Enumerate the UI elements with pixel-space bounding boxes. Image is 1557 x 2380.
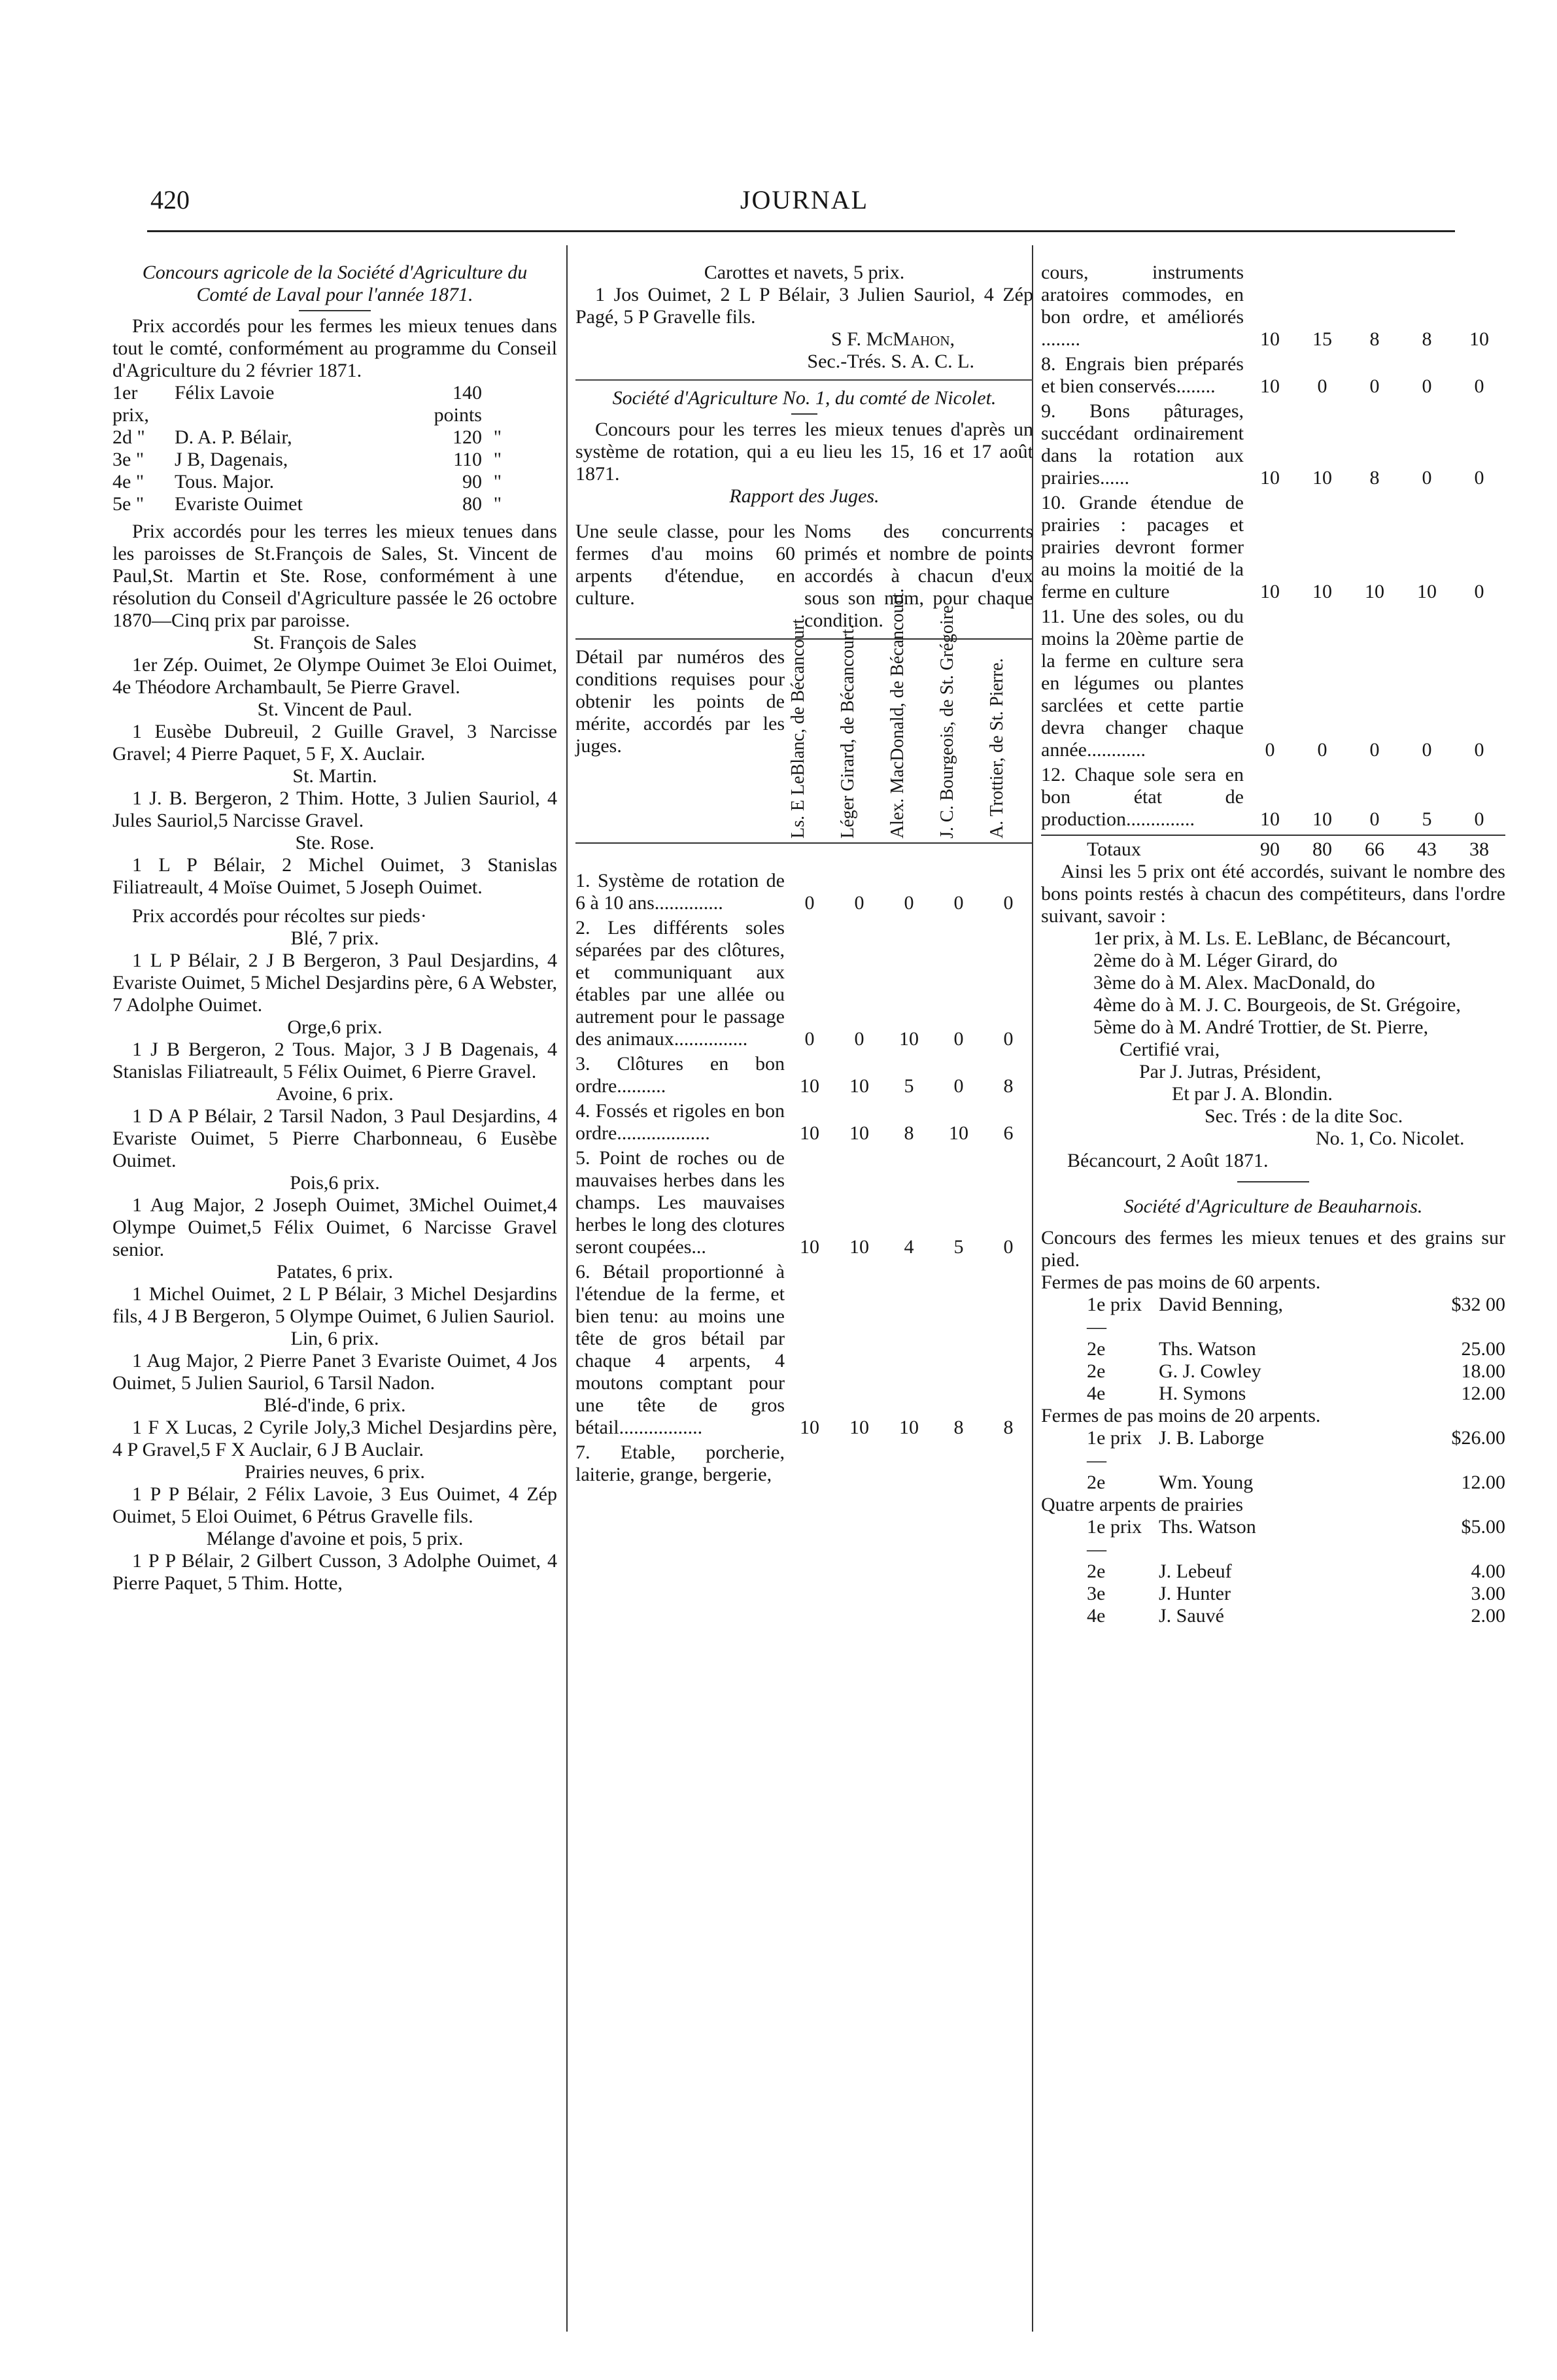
criterion-label: 11. Une des soles, ou du moins la 20ème partie de la ferme en culture sera en légumes ou plantes sarclées et cette partie devra changer chaque année............ xyxy=(1041,606,1244,761)
criterion-score: 10 xyxy=(800,1236,819,1258)
prize-rank: 2e xyxy=(1087,1561,1106,1582)
noms-text: Noms des concurrents primés et nombre de points accordés à chacun d'eux sous son nom, pour chaque condition. xyxy=(804,521,1033,631)
criterion-score: 10 xyxy=(949,1122,968,1144)
criterion-score: 10 xyxy=(1365,581,1384,602)
group-rows xyxy=(1041,1516,1505,1627)
criterion-score: 8 xyxy=(1369,328,1380,350)
crop-name: Prairies neuves, 6 prix. xyxy=(245,1461,425,1483)
competitor-header xyxy=(884,588,934,842)
parish-winners: 1 J. B. Bergeron, 2 Thim. Hotte, 3 Julien Sauriol, 4 Jules Sauriol,5 Narcisse Gravel. xyxy=(112,787,557,831)
criterion-score: 10 xyxy=(849,1075,869,1097)
page-header xyxy=(150,184,1458,217)
prize-amount: 12.00 xyxy=(1461,1383,1505,1404)
nicolet-concours: Concours pour les terres les mieux tenues d'après un système de rotation, qui a eu lieu les 15, 16 et 17 août 1871. xyxy=(575,419,1033,485)
criterion-score: 0 xyxy=(1474,375,1484,397)
crop-winners: 1 L P Bélair, 2 J B Bergeron, 3 Paul Desjardins, 4 Evariste Ouimet, 5 Michel Desjardins père, 6 A Webster, 7 Adolphe Ouimet. xyxy=(112,950,557,1016)
prize-amount: $26.00 xyxy=(1451,1427,1505,1449)
criterion-score: 8 xyxy=(1369,467,1380,489)
prize-name: Wm. Young xyxy=(1159,1472,1254,1493)
criterion-score: 0 xyxy=(1369,375,1380,397)
criterion-score: 0 xyxy=(1003,1236,1014,1258)
criterion-score: 0 xyxy=(804,1028,815,1050)
signature-secretary: Et par J. A. Blondin. xyxy=(1172,1083,1333,1105)
ditto-mark: " xyxy=(493,426,502,448)
laval-title: Concours agricole de la Société d'Agriculture du Comté de Laval pour l'année 1871. xyxy=(142,262,528,305)
criteria-row xyxy=(1041,764,1505,831)
criterion-label: 2. Les différents soles séparées par des clôtures, et communiquant aux étables par une allée ou autrement pour le passage des animaux............... xyxy=(575,917,785,1050)
nicolet-title: Société d'Agriculture No. 1, du comté de Nicolet. xyxy=(612,387,997,409)
running-title: JOURNAL xyxy=(740,185,869,215)
prize-row xyxy=(112,471,557,493)
prize-rank: 3e " xyxy=(112,449,145,470)
criteria-row xyxy=(575,1441,1033,1486)
criterion-score: 8 xyxy=(904,1122,914,1144)
criterion-score: 10 xyxy=(849,1417,869,1438)
criterion-score: 10 xyxy=(1260,328,1280,350)
ditto-mark xyxy=(482,382,502,426)
crop-name: Orge,6 prix. xyxy=(287,1016,383,1038)
prize-points: 110 xyxy=(453,449,482,470)
right-column xyxy=(1041,262,1505,1627)
criterion-score: 10 xyxy=(1312,581,1332,602)
prize-rank: 1er prix, xyxy=(112,382,149,426)
prize-rank: 2e xyxy=(1087,1472,1106,1493)
rapport-heading: Rapport des Juges. xyxy=(729,485,880,507)
prize-points: 90 xyxy=(462,471,482,492)
prize-amount: $32 00 xyxy=(1451,1294,1505,1315)
totals-label: Totaux xyxy=(1087,838,1141,860)
prize-name: J. B. Laborge xyxy=(1159,1427,1265,1449)
parish-winners: 1 L P Bélair, 2 Michel Ouimet, 3 Stanislas Filiatreault, 4 Moïse Ouimet, 5 Joseph Ouimet. xyxy=(112,854,557,898)
criterion-score: 0 xyxy=(854,1028,864,1050)
prize-amount: 18.00 xyxy=(1461,1360,1505,1382)
criterion-label: 9. Bons pâturages, succédant ordinairement dans la rotation aux prairies...... xyxy=(1041,400,1244,489)
group-rows xyxy=(1041,1427,1505,1494)
divider xyxy=(791,413,817,415)
total-value: 66 xyxy=(1365,838,1384,860)
award-line: 1er prix, à M. Ls. E. LeBlanc, de Bécancourt, xyxy=(1093,927,1451,949)
signature-title: Sec.-Trés. S. A. C. L. xyxy=(807,351,974,372)
criterion-score: 10 xyxy=(800,1122,819,1144)
criterion-score: 5 xyxy=(953,1236,964,1258)
criteria-row xyxy=(575,917,1033,1050)
criterion-score: 10 xyxy=(1312,808,1332,830)
prize-amount: 12.00 xyxy=(1461,1472,1505,1493)
crop-winners: 1 Michel Ouimet, 2 L P Bélair, 3 Michel Desjardins fils, 4 J B Bergeron, 5 Olympe Ouimet, 6 Julien Sauriol. xyxy=(112,1283,557,1327)
prize-row xyxy=(112,493,557,515)
prize-row xyxy=(1041,1294,1505,1338)
prize-rank: 3e xyxy=(1087,1583,1106,1604)
group-heading: Quatre arpents de prairies xyxy=(1041,1494,1244,1515)
crop-winners: 1 Aug Major, 2 Pierre Panet 3 Evariste Ouimet, 4 Jos Ouimet, 5 Julien Sauriol, 6 Tarsil Nadon. xyxy=(112,1350,557,1394)
prize-points: 120 xyxy=(453,426,482,448)
prize-amount: $5.00 xyxy=(1461,1516,1505,1538)
criterion-score: 8 xyxy=(1422,328,1432,350)
parish-name: St. François de Sales xyxy=(253,632,417,653)
prize-row xyxy=(1041,1338,1505,1360)
criterion-score: 0 xyxy=(1422,739,1432,761)
criterion-label: 7. Etable, porcherie, laiterie, grange, bergerie, xyxy=(575,1441,785,1485)
prize-name: Félix Lavoie xyxy=(175,382,275,404)
prize-rank: 2e xyxy=(1087,1338,1106,1360)
prize-row xyxy=(112,426,557,449)
secretary-title: Sec. Trés : de la dite Soc. xyxy=(1205,1105,1403,1127)
crop-name: Lin, 6 prix. xyxy=(290,1328,379,1349)
criterion-label: 8. Engrais bien préparés et bien conservés........ xyxy=(1041,353,1244,397)
criterion-score: 10 xyxy=(1260,375,1280,397)
ditto-mark: " xyxy=(493,471,502,492)
criteria-row xyxy=(1041,353,1505,398)
criterion-score: 0 xyxy=(854,892,864,914)
criterion-score: 4 xyxy=(904,1236,914,1258)
criteria-row xyxy=(575,1261,1033,1439)
criterion-label: 5. Point de roches ou de mauvaises herbes dans les champs. Les mauvaises herbes le long des clotures seront coupées... xyxy=(575,1147,785,1258)
criteria-row xyxy=(1041,262,1505,351)
prize-row xyxy=(1041,1472,1505,1494)
prize-name: J B, Dagenais, xyxy=(175,449,288,470)
criteria-row xyxy=(1041,492,1505,603)
criterion-score: 10 xyxy=(1469,328,1489,350)
prize-name: Ths. Watson xyxy=(1159,1338,1256,1360)
prize-rank: 2d " xyxy=(112,426,145,448)
crop-winners: 1 P P Bélair, 2 Félix Lavoie, 3 Eus Ouimet, 4 Zép Ouimet, 5 Eloi Ouimet, 6 Pétrus Gravelle fils. xyxy=(112,1483,557,1527)
prize-rank: 5e " xyxy=(112,493,145,515)
crop-name: Patates, 6 prix. xyxy=(276,1261,394,1283)
group-rows xyxy=(1041,1294,1505,1405)
award-line: 5ème do à M. André Trottier, de St. Pierre, xyxy=(1093,1016,1429,1038)
criterion-score: 10 xyxy=(1260,581,1280,602)
crop-name: Pois,6 prix. xyxy=(290,1172,380,1194)
parish-name: Ste. Rose. xyxy=(295,832,375,854)
criterion-score: 10 xyxy=(849,1122,869,1144)
terres-intro: Prix accordés pour les terres les mieux tenues dans les paroisses de St.François de Sales, St. Vincent de Paul,St. Martin et Ste. Rose, conformément à une résolution du Conseil d'Agriculture passée le 26 octobre 1870—Cinq prix par paroisse. xyxy=(112,521,557,631)
prize-amount: 3.00 xyxy=(1471,1583,1505,1604)
crop-winners: 1 Aug Major, 2 Joseph Ouimet, 3Michel Ouimet,4 Olympe Ouimet,5 Félix Ouimet, 6 Narcisse Gravel senior. xyxy=(112,1194,557,1260)
criterion-score: 0 xyxy=(1317,739,1327,761)
place-date: Bécancourt, 2 Août 1871. xyxy=(1067,1150,1269,1171)
prize-name: Evariste Ouimet xyxy=(175,493,303,515)
prize-amount: 2.00 xyxy=(1471,1605,1505,1627)
total-value: 90 xyxy=(1260,838,1280,860)
prize-name: Tous. Major. xyxy=(175,471,275,492)
crop-winners: 1 P P Bélair, 2 Gilbert Cusson, 3 Adolphe Ouimet, 4 Pierre Paquet, 5 Thim. Hotte, xyxy=(112,1550,557,1594)
prize-name: D. A. P. Bélair, xyxy=(175,426,292,448)
criterion-score: 6 xyxy=(1003,1122,1014,1144)
competitor-name: A. Trottier, de St. Pierre. xyxy=(987,658,1007,838)
criterion-score: 10 xyxy=(1260,808,1280,830)
prize-points: 80 xyxy=(462,493,482,515)
prize-row xyxy=(1041,1605,1505,1627)
crop-winners: 1 J B Bergeron, 2 Tous. Major, 3 J B Dagenais, 4 Stanislas Filiatreault, 5 Félix Ouimet, 6 Pierre Gravel. xyxy=(112,1039,557,1082)
beauharnois-title: Société d'Agriculture de Beauharnois. xyxy=(1123,1196,1423,1217)
prize-points: 140 points xyxy=(434,382,482,426)
criterion-score: 0 xyxy=(804,892,815,914)
prize-rank: 1e prix — xyxy=(1087,1516,1142,1560)
crop-name: Blé, 7 prix. xyxy=(290,927,379,949)
criterion-score: 8 xyxy=(953,1417,964,1438)
criterion-score: 0 xyxy=(1474,467,1484,489)
ditto-mark: " xyxy=(493,449,502,470)
total-value: 43 xyxy=(1417,838,1437,860)
criterion-label: 6. Bétail proportionné à l'étendue de la ferme, et bien tenu: au moins une tête de gros bétail par chaque 4 arpents, 4 moutons comptant pour une tête de gros bétail................. xyxy=(575,1261,785,1438)
carrots-heading: Carottes et navets, 5 prix. xyxy=(704,262,905,283)
competitor-name: Ls. E LeBlanc, de Bécancourt. xyxy=(788,614,808,838)
criterion-score: 0 xyxy=(1003,892,1014,914)
criterion-score: 0 xyxy=(1422,467,1432,489)
parish-name: St. Vincent de Paul. xyxy=(257,698,413,720)
prize-rank: 4e xyxy=(1087,1605,1106,1627)
crop-winners: 1 F X Lucas, 2 Cyrile Joly,3 Michel Desjardins père, 4 P Gravel,5 F X Auclair, 6 J B Auclair. xyxy=(112,1417,557,1460)
criterion-score: 10 xyxy=(899,1028,919,1050)
criteria-row xyxy=(575,1147,1033,1258)
group-heading: Fermes de pas moins de 20 arpents. xyxy=(1041,1405,1321,1426)
criterion-score: 5 xyxy=(1422,808,1432,830)
criterion-score: 0 xyxy=(953,1028,964,1050)
beauharnois-prize-list xyxy=(1041,1271,1505,1627)
certifie: Certifié vrai, xyxy=(1120,1039,1220,1060)
crop-winners: 1 D A P Bélair, 2 Tarsil Nadon, 3 Paul Desjardins, 4 Evariste Ouimet, 5 Pierre Charbonneau, 6 Eusèbe Ouimet. xyxy=(112,1105,557,1171)
prize-rank: 1e prix — xyxy=(1087,1294,1142,1337)
criterion-label: 4. Fossés et rigoles en bon ordre................... xyxy=(575,1100,785,1144)
divider xyxy=(299,310,371,311)
prize-name: H. Symons xyxy=(1159,1383,1246,1404)
carrots-text: 1 Jos Ouimet, 2 L P Bélair, 3 Julien Sauriol, 4 Zép Pagé, 5 P Gravelle fils. xyxy=(575,284,1033,328)
criterion-score: 0 xyxy=(1474,581,1484,602)
criterion-label: 12. Chaque sole sera en bon état de production.............. xyxy=(1041,764,1244,830)
total-value: 38 xyxy=(1469,838,1489,860)
criterion-score: 10 xyxy=(849,1236,869,1258)
criterion-score: 15 xyxy=(1312,328,1332,350)
crop-list xyxy=(112,927,557,1595)
criterion-label: 1. Système de rotation de 6 à 10 ans.............. xyxy=(575,870,785,914)
criterion-score: 10 xyxy=(800,1417,819,1438)
criteria-table-continued xyxy=(1041,262,1505,831)
competitor-name: Léger Girard, de Bécancourt. xyxy=(838,624,858,838)
competitor-header xyxy=(834,624,884,842)
group-heading: Fermes de pas moins de 60 arpents. xyxy=(1041,1271,1321,1293)
middle-column xyxy=(575,262,1033,1489)
criterion-score: 8 xyxy=(1003,1075,1014,1097)
criteria-row xyxy=(575,870,1033,914)
prize-amount: 4.00 xyxy=(1471,1561,1505,1582)
criteria-table-header xyxy=(575,588,1033,844)
criterion-score: 0 xyxy=(1474,739,1484,761)
criterion-score: 0 xyxy=(1369,808,1380,830)
crop-name: Avoine, 6 prix. xyxy=(276,1083,394,1105)
parish-list xyxy=(112,632,557,899)
criteria-row xyxy=(1041,606,1505,761)
criterion-score: 0 xyxy=(953,1075,964,1097)
criterion-score: 0 xyxy=(1474,808,1484,830)
totals-row xyxy=(1041,838,1505,861)
parish-winners: 1 Eusèbe Dubreuil, 2 Guille Gravel, 3 Narcisse Gravel; 4 Pierre Paquet, 5 F, X. Auclair. xyxy=(112,721,557,765)
competitor-name: Alex. MacDonald, de Bécancourt. xyxy=(887,588,908,838)
criterion-score: 10 xyxy=(899,1417,919,1438)
farm-prize-intro: Prix accordés pour les fermes les mieux tenues dans tout le comté, conformément au programme du Conseil d'Agriculture du 2 février 1871. xyxy=(112,315,557,381)
signature-president: Par J. Jutras, Président, xyxy=(1139,1061,1322,1082)
competitor-header xyxy=(984,646,1033,842)
criterion-score: 8 xyxy=(1003,1417,1014,1438)
award-list xyxy=(1041,927,1505,1039)
prize-name: J. Sauvé xyxy=(1159,1605,1224,1627)
ditto-mark: " xyxy=(493,493,502,515)
secretary-society: No. 1, Co. Nicolet. xyxy=(1316,1128,1465,1149)
prize-name: G. J. Cowley xyxy=(1159,1360,1261,1382)
competitor-header xyxy=(934,605,984,842)
prize-rank: 2e xyxy=(1087,1360,1106,1382)
prize-rank: 1e prix — xyxy=(1087,1427,1142,1471)
criterion-score: 0 xyxy=(1422,375,1432,397)
divider xyxy=(1237,1181,1309,1182)
prize-row xyxy=(1041,1383,1505,1405)
prize-name: Ths. Watson xyxy=(1159,1516,1256,1538)
criterion-label: 3. Clôtures en bon ordre.......... xyxy=(575,1053,785,1097)
parish-winners: 1er Zép. Ouimet, 2e Olympe Ouimet 3e Eloi Ouimet, 4e Théodore Archambault, 5e Pierre Gravel. xyxy=(112,654,557,698)
criteria-row xyxy=(575,1100,1033,1145)
total-value: 80 xyxy=(1312,838,1332,860)
detail-label: Détail par numéros des conditions requises pour obtenir les points de mérite, accordés par les juges. xyxy=(575,646,785,757)
criteria-table-body xyxy=(575,870,1033,1486)
criterion-score: 0 xyxy=(904,892,914,914)
prize-row xyxy=(1041,1583,1505,1605)
criterion-score: 0 xyxy=(1003,1028,1014,1050)
criterion-score: 10 xyxy=(1417,581,1437,602)
left-column xyxy=(112,262,557,1595)
criterion-score: 0 xyxy=(1317,375,1327,397)
farm-prize-list xyxy=(112,382,557,515)
column-divider-left xyxy=(566,245,568,2332)
criterion-label: 10. Grande étendue de prairies : pacages et prairies devront former au moins la moitié de la ferme en culture xyxy=(1041,492,1244,602)
classe-text: Une seule classe, pour les fermes d'au moins 60 arpents d'étendue, en culture. xyxy=(575,521,795,609)
prize-name: David Benning, xyxy=(1159,1294,1283,1315)
prize-rank: 4e " xyxy=(112,471,145,492)
prize-name: J. Hunter xyxy=(1159,1583,1231,1604)
divider xyxy=(575,379,1033,381)
prize-name: J. Lebeuf xyxy=(1159,1561,1232,1582)
header-rule xyxy=(147,230,1455,232)
prize-row xyxy=(1041,1427,1505,1472)
prize-row xyxy=(1041,1516,1505,1561)
criterion-score: 10 xyxy=(1312,467,1332,489)
prize-row xyxy=(112,449,557,471)
competitor-name: J. C. Bourgeois, de St. Grégoire xyxy=(937,605,957,838)
crop-name: Blé-d'inde, 6 prix. xyxy=(264,1394,406,1416)
prize-row xyxy=(1041,1360,1505,1383)
crop-name: Mélange d'avoine et pois, 5 prix. xyxy=(206,1528,464,1549)
criteria-row xyxy=(575,1053,1033,1097)
prize-rank: 4e xyxy=(1087,1383,1106,1404)
criterion-score: 0 xyxy=(953,892,964,914)
award-line: 3ème do à M. Alex. MacDonald, do xyxy=(1093,972,1375,993)
recoltes-intro: Prix accordés pour récoltes sur pieds· xyxy=(132,905,427,927)
page-number: 420 xyxy=(150,185,190,215)
award-line: 2ème do à M. Léger Girard, do xyxy=(1093,950,1338,971)
criterion-score: 0 xyxy=(1265,739,1275,761)
criterion-score: 5 xyxy=(904,1075,914,1097)
prize-row xyxy=(112,382,557,426)
criterion-label: cours, instruments aratoires commodes, en bon ordre, et améliorés ........ xyxy=(1041,262,1244,350)
signature-name: S F. McMahon, xyxy=(831,328,955,350)
beauharnois-intro: Concours des fermes les mieux tenues et des grains sur pied. xyxy=(1041,1227,1505,1271)
prize-row xyxy=(1041,1561,1505,1583)
criterion-score: 10 xyxy=(800,1075,819,1097)
summary-text: Ainsi les 5 prix ont été accordés, suivant le nombre des bons points restés à chacun des compétiteurs, dans l'ordre suivant, savoir : xyxy=(1041,861,1505,927)
criteria-row xyxy=(1041,400,1505,489)
competitor-header xyxy=(785,614,834,842)
award-line: 4ème do à M. J. C. Bourgeois, de St. Grégoire, xyxy=(1093,994,1461,1016)
parish-name: St. Martin. xyxy=(292,765,377,787)
criterion-score: 10 xyxy=(1260,467,1280,489)
criterion-score: 0 xyxy=(1369,739,1380,761)
prize-amount: 25.00 xyxy=(1461,1338,1505,1360)
